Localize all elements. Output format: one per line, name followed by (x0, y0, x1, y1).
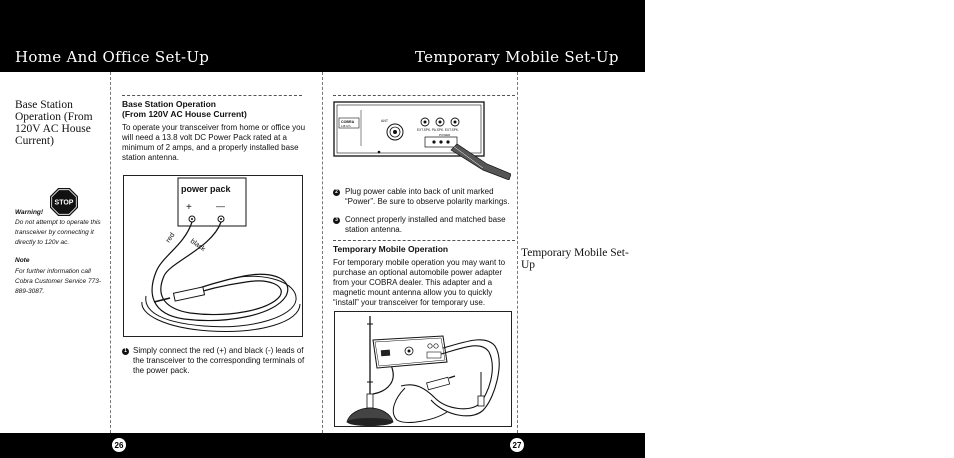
rear-model: 148 GTL (341, 125, 352, 128)
column-divider-center (322, 72, 323, 433)
rear-brand: COBRA (341, 120, 355, 124)
temporary-mobile-figure (334, 311, 512, 427)
minus-symbol: — (216, 201, 225, 211)
stop-label: STOP (54, 199, 74, 207)
power-pack-figure (123, 175, 303, 337)
left-page-number: 26 (112, 438, 126, 452)
rear-panel-rule (333, 95, 515, 96)
base-station-subtitle: (From 120V AC House Current) (122, 109, 247, 119)
mobile-setup-illustration (335, 312, 512, 427)
left-sidebar-heading: Base Station Operation (From 120V AC House Current) (15, 99, 93, 147)
black-wire-label: black (188, 237, 207, 254)
step3-badge-wrap (333, 215, 343, 225)
ext-labels: EXT.SPK. PA.SPK. EXT.SPK. (417, 128, 459, 132)
note-title: Note (15, 257, 30, 264)
step2-number: 2 (333, 189, 340, 196)
note-text: For further information call Cobra Customer Service 773-889-3087. (15, 268, 101, 295)
left-page-title: Home And Office Set-Up (15, 48, 210, 66)
right-page-title: Temporary Mobile Set-Up (415, 48, 619, 66)
right-sidebar-heading: Temporary Mobile Set-Up (521, 247, 629, 271)
stop-sign-icon (50, 188, 78, 216)
base-station-intro: To operate your transceiver from home or office you will need a 13.8 volt DC Power Pack rated at a minimum of 2 amps, and a properly installed base station antenna. (122, 123, 306, 162)
plus-symbol: + (186, 202, 192, 213)
step1-number: 1 (122, 348, 129, 355)
base-station-title: Base Station Operation (122, 99, 216, 109)
temporary-rule (333, 240, 515, 241)
power-pack-label: power pack (181, 184, 231, 194)
rear-panel-figure (333, 100, 511, 180)
step1-text: Simply connect the red (+) and black (-) leads of the transceiver to the corresponding terminals of the power pack. (133, 346, 305, 375)
step1-badge-wrap (122, 346, 132, 356)
step3-text: Connect properly installed and matched base station antenna. (345, 215, 506, 234)
power-pack-illustration (124, 176, 303, 337)
section-rule (122, 95, 302, 96)
power-label: POWER (439, 133, 451, 137)
right-page-number: 27 (510, 438, 524, 452)
warning-text: Do not attempt to operate this transceiver by connecting it directly to 120v ac. (15, 219, 101, 246)
temporary-mobile-title: Temporary Mobile Operation (333, 244, 449, 254)
temporary-mobile-text: For temporary mobile operation you may want to purchase an optional automobile power adapter from your COBRA dealer. This adapter and a magnetic mount antenna allow you to quickly “install” your transceiver for temporary use. (333, 258, 506, 307)
step2-badge-wrap (333, 187, 343, 197)
column-divider-right (517, 72, 518, 433)
header-bar (0, 0, 645, 72)
rear-panel-illustration (333, 100, 511, 180)
footer-bar (0, 433, 645, 458)
step2-text: Plug power cable into back of unit marked “Power”. Be sure to observe polarity markings. (345, 187, 510, 206)
red-wire-label: red (164, 231, 177, 245)
column-divider-left (110, 72, 111, 433)
step3-number: 3 (333, 217, 340, 224)
warning-title: Warning! (15, 209, 44, 216)
ant-label: ANT (381, 119, 388, 123)
